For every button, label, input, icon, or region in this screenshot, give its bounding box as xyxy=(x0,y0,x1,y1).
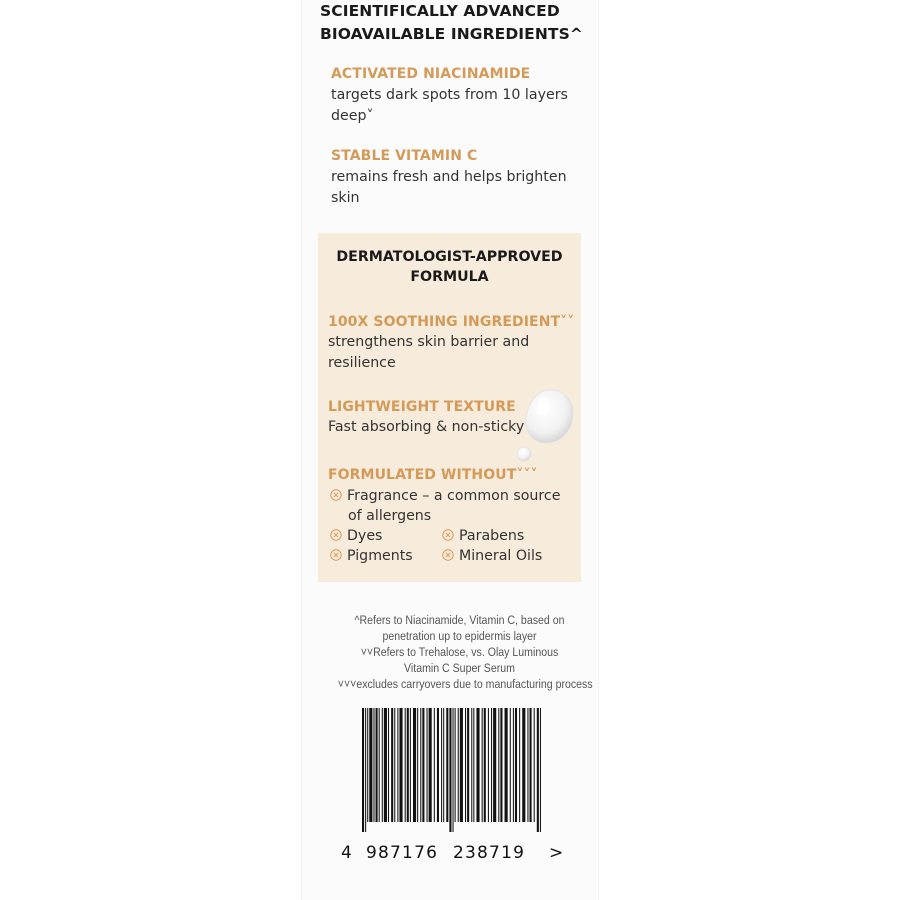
barcode-bar xyxy=(467,708,469,822)
ingredient-desc-niacinamide: targets dark spots from 10 layers deep˅ xyxy=(331,87,568,124)
barcode-bar xyxy=(455,708,456,822)
barcode-bar xyxy=(530,708,532,822)
barcode-bar xyxy=(441,708,442,822)
circle-x-icon xyxy=(330,529,342,541)
barcode xyxy=(362,708,542,832)
barcode-bar xyxy=(367,708,368,822)
footnotes xyxy=(337,612,593,692)
soothing-title: 100X SOOTHING INGREDIENT˅˅ xyxy=(328,314,575,330)
formula-title: DERMATOLOGIST-APPROVED FORMULA xyxy=(336,249,563,285)
barcode-bar xyxy=(537,708,539,832)
barcode-bar xyxy=(373,708,374,822)
barcode-bar xyxy=(388,708,389,822)
barcode-bar xyxy=(437,708,439,822)
without-title: FORMULATED WITHOUT˅˅˅ xyxy=(328,467,538,483)
barcode-bar xyxy=(460,708,463,822)
barcode-bar xyxy=(427,708,428,822)
barcode-bar xyxy=(379,708,380,822)
barcode-bar xyxy=(498,708,499,822)
barcode-bar xyxy=(471,708,472,822)
barcode-bar xyxy=(399,708,402,822)
footnote-line: ^Refers to Niacinamide, Vitamin C, based on xyxy=(354,613,565,627)
circle-x-icon xyxy=(330,489,342,501)
barcode-bar xyxy=(493,708,496,822)
barcode-bar xyxy=(376,708,378,822)
barcode-bar xyxy=(505,708,508,822)
barcode-bar xyxy=(540,708,541,832)
barcode-bar xyxy=(410,708,411,822)
barcode-bar xyxy=(365,708,366,832)
without-item-mineral-oils: Mineral Oils xyxy=(442,546,542,566)
barcode-bar xyxy=(465,708,466,822)
footnote-line: penetration up to epidermis layer xyxy=(382,629,537,643)
ingredient-desc-vitamin-c: remains fresh and helps brighten skin xyxy=(331,169,567,206)
barcode-bar xyxy=(510,708,511,822)
barcode-bar xyxy=(449,708,451,832)
barcode-bar xyxy=(382,708,383,822)
barcode-bar xyxy=(527,708,528,822)
barcode-bar xyxy=(488,708,489,822)
barcode-bar xyxy=(397,708,398,822)
texture-title: LIGHTWEIGHT TEXTURE xyxy=(328,399,516,415)
barcode-bar xyxy=(434,708,435,822)
barcode-bar xyxy=(491,708,492,822)
circle-x-icon xyxy=(442,549,454,561)
barcode-bar xyxy=(453,708,454,832)
without-item-dyes: Dyes xyxy=(330,526,382,546)
circle-x-icon xyxy=(330,549,342,561)
barcode-bar xyxy=(391,708,393,822)
barcode-bar xyxy=(413,708,416,822)
barcode-bar xyxy=(422,708,424,822)
barcode-bar xyxy=(443,708,444,822)
barcode-bar xyxy=(362,708,364,832)
barcode-bar xyxy=(500,708,502,822)
headline xyxy=(320,0,595,46)
serum-drop-icon xyxy=(510,388,580,466)
texture-desc: Fast absorbing & non-sticky xyxy=(328,419,525,435)
barcode-bar xyxy=(420,708,421,822)
headline-line-2: BIOAVAILABLE INGREDIENTS^ xyxy=(320,25,583,43)
barcode-bar xyxy=(458,708,459,822)
barcode-bar xyxy=(534,708,535,822)
headline-line-1: SCIENTIFICALLY ADVANCED xyxy=(320,2,560,20)
barcode-bar xyxy=(522,708,525,822)
footnote-line: Vitamin C Super Serum xyxy=(404,661,515,675)
barcode-right-group: 238719 xyxy=(453,843,526,863)
barcode-bar xyxy=(394,708,395,822)
barcode-bar xyxy=(515,708,517,822)
circle-x-icon xyxy=(442,529,454,541)
barcode-lead-digit: 4 xyxy=(341,843,352,863)
footnote-line: ˅˅˅excludes carryovers due to manufacturing process xyxy=(337,677,593,691)
ingredient-title-niacinamide: ACTIVATED NIACINAMIDE xyxy=(331,66,531,82)
barcode-bar xyxy=(476,708,479,822)
barcode-bar xyxy=(429,708,432,822)
barcode-trail-mark: > xyxy=(549,843,564,863)
without-item-pigments: Pigments xyxy=(330,546,413,566)
soothing-desc: strengthens skin barrier and resilience xyxy=(328,334,530,371)
barcode-bar xyxy=(446,708,448,822)
barcode-bar xyxy=(473,708,474,822)
without-item-parabens: Parabens xyxy=(442,526,524,546)
barcode-bar xyxy=(369,708,372,822)
barcode-bar xyxy=(513,708,514,822)
barcode-bar xyxy=(417,708,418,822)
without-item-fragrance: Fragrance – a common source of allergens xyxy=(330,486,560,526)
barcode-left-group: 987176 xyxy=(366,843,439,863)
barcode-bar xyxy=(484,708,486,822)
barcode-bar xyxy=(384,708,387,822)
barcode-bar xyxy=(482,708,483,822)
barcode-bar xyxy=(407,708,409,822)
barcode-bar xyxy=(519,708,520,822)
barcode-bar xyxy=(405,708,406,822)
footnote-line: ˅˅Refers to Trehalose, vs. Olay Luminous xyxy=(360,645,559,659)
ingredient-title-vitamin-c: STABLE VITAMIN C xyxy=(331,148,478,164)
